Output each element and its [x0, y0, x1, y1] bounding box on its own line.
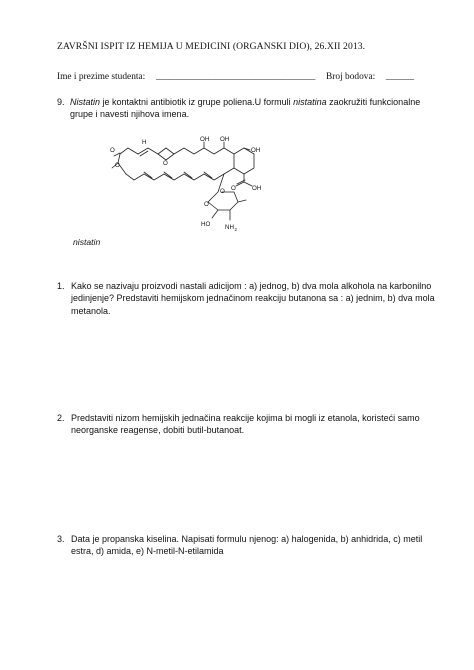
- question-text-part: zaokružiti funkcionalne grupe i navesti njihova imena.: [70, 97, 421, 120]
- question-2: [57, 412, 457, 440]
- atom-label: O: [115, 162, 120, 169]
- emphasis-nistatin: Nistatin: [70, 97, 101, 107]
- atom-label: OH: [200, 136, 210, 143]
- atom-label: O: [163, 160, 168, 167]
- atom-label: O: [231, 185, 236, 192]
- atom-label: OH: [220, 136, 230, 143]
- student-name-label: Ime i prezime studenta:: [57, 72, 146, 82]
- atom-label: OH: [251, 147, 261, 154]
- exam-title: ZAVRŠNI ISPIT IZ HEMIJA U MEDICINI (ORGANSKI DIO), 26.XII 2013.: [57, 41, 366, 52]
- student-info-line: [57, 72, 414, 82]
- student-name-blank: __________________________________: [155, 72, 316, 82]
- emphasis-nistatina: nistatina: [293, 97, 327, 107]
- question-number: 3.: [57, 534, 65, 544]
- nystatin-structure-diagram: [108, 134, 283, 246]
- score-blank: ______: [385, 72, 415, 82]
- atom-label: HO: [201, 221, 211, 228]
- atom-label-subscript: 2: [234, 227, 237, 232]
- atom-label: O: [204, 201, 209, 208]
- question-1: [57, 280, 457, 320]
- question-text-part: je kontaktni antibiotik iz grupe poliena.U formuli: [100, 97, 294, 107]
- score-label: Broj bodova:: [326, 72, 376, 82]
- question-9: [57, 96, 457, 122]
- question-text: Kako se nazivaju proizvodi nastali adicijom : a) jednog, b) dva mola alkohola na karbonilno jedinjenje? Predstaviti hemijskom jednačinom reakciju butanona sa : a) jednim, b) dva mola metanola.: [71, 281, 435, 316]
- atom-label: OH: [252, 185, 262, 192]
- question-text: Predstaviti nizom hemijskih jednačina reakcije kojima bi mogli iz etanola, koristeći samo neorganske reagense, dobiti butil-butanoat.: [71, 413, 420, 436]
- question-number: 1.: [57, 281, 65, 291]
- question-text: [70, 96, 440, 121]
- question-number: 9.: [57, 97, 65, 107]
- atom-label: O: [110, 147, 115, 154]
- question-number: 2.: [57, 413, 65, 423]
- question-text: Data je propanska kiselina. Napisati formulu njenog: a) halogenida, b) anhidrida, c) metil estra, d) amida, e) N-metil-N-etilamida: [71, 534, 423, 557]
- atom-label: NH: [225, 224, 234, 231]
- atom-label: O: [220, 188, 225, 195]
- structure-caption: nistatin: [73, 237, 101, 247]
- atom-label: H: [142, 139, 147, 146]
- question-3: [57, 533, 457, 561]
